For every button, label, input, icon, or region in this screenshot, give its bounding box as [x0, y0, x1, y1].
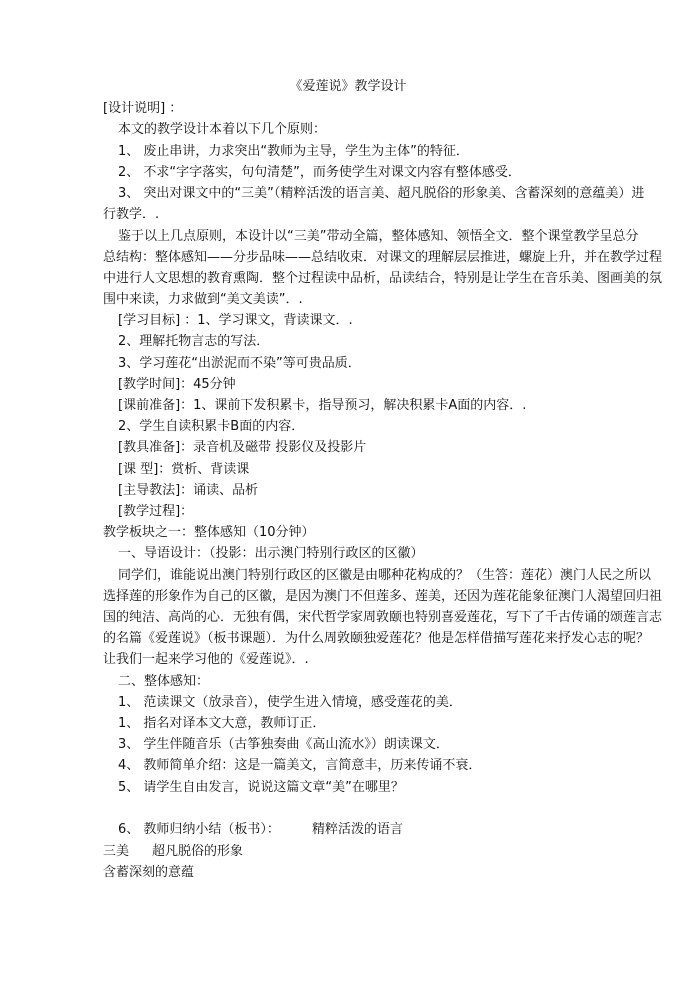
- main-method: [主导教法]：诵读、品析: [118, 483, 259, 498]
- learning-goal-3: 3、学习莲花“出淤泥而不染”等可贵品质．: [118, 356, 361, 371]
- teaching-time: [教学时间]：45分钟: [118, 377, 236, 392]
- board-image: 超凡脱俗的形象: [152, 844, 244, 859]
- step-item: 4、 教师简单介绍：这是一篇美文，言简意丰，历来传诵不衰．: [118, 758, 482, 773]
- paragraph-line: 的名篇《爱莲说》（板书课题）．为什么周敦颐独爱莲花？他是怎样借描写莲花来抒发心志的呢？: [103, 631, 650, 646]
- paragraph-line: 中进行人文思想的教育熏陶．整个过程读中品析，品读结合，特别是让学生在音乐美、图画美的氛: [103, 271, 663, 286]
- board-three-beauties: 三美: [103, 844, 130, 859]
- intro-design: 一、导语设计：（投影：出示澳门特别行政区的区徽）: [118, 546, 424, 561]
- paragraph-line: 同学们，谁能说出澳门特别行政区的区徽是由哪种花构成的？（生答：莲花）澳门人民之所以: [118, 568, 652, 583]
- teaching-process-heading: [教学过程]：: [118, 504, 194, 519]
- design-note-heading: [设计说明] ：: [103, 101, 183, 116]
- paragraph-line: 鉴于以上几点原则，本设计以“三美”带动全篇，整体感知、领悟全文．整个课堂教学呈总分: [118, 229, 639, 244]
- teaching-aids: [教具准备]：录音机及磁带 投影仪及投影片: [118, 440, 367, 455]
- principle-2: 2、 不求“字字落实，句句清楚”，而务使学生对课文内容有整体感受．: [118, 165, 521, 180]
- step-item: 1、 指名对译本文大意，教师订正．: [118, 716, 326, 731]
- step-item: 5、 请学生自由发言，说说这篇文章“美”在哪里？: [118, 780, 404, 795]
- principles-intro: 本文的教学设计本着以下几个原则：: [118, 122, 327, 137]
- pre-class-prep: [课前准备]：1、课前下发积累卡，指导预习，解决积累卡A面的内容．.: [118, 398, 527, 413]
- step-item-summary: 6、 教师归纳小结（板书）：: [118, 822, 280, 837]
- lesson-type: [课 型]：赏析、背读课: [118, 462, 250, 477]
- paragraph-line: 国的纯洁、高尚的心．无独有偶，宋代哲学家周敦颐也特别喜爱莲花，写下了千古传诵的颂莲言志: [103, 610, 663, 625]
- principle-1: 1、 废止串讲，力求突出“教师为主导，学生为主体”的特征．: [118, 144, 469, 159]
- document-title: 《爱莲说》教学设计: [289, 79, 407, 94]
- module-1-heading: 教学板块之一：整体感知（10分钟）: [103, 525, 315, 540]
- board-meaning: 含蓄深刻的意蕴: [103, 865, 195, 880]
- learning-goals: [学习目标] ：1、学习课文，背读课文．.: [118, 313, 353, 328]
- step-item: 1、 范读课文（放录音），使学生进入情境，感受莲花的美．: [118, 695, 462, 710]
- board-language: 精粹活泼的语言: [312, 822, 404, 837]
- principle-3-cont: 行教学．.: [103, 207, 160, 222]
- step-item: 3、 学生伴随音乐（古筝独奏曲《高山流水》）朗读课文．: [118, 737, 449, 752]
- paragraph-line: 总结构：整体感知——分步品味——总结收束．对课文的理解层层推进，螺旋上升，并在教学过程: [103, 250, 663, 265]
- learning-goal-2: 2、理解托物言志的写法．: [118, 334, 270, 349]
- overall-perception-heading: 二、整体感知：: [118, 674, 210, 689]
- principle-3: 3、 突出对课文中的“三美”（精粹活泼的语言美、超凡脱俗的形象美、含蓄深刻的意蕴美）进: [118, 186, 645, 201]
- pre-class-prep-2: 2、学生自读积累卡B面的内容．: [118, 419, 305, 434]
- paragraph-line: 围中来读，力求做到“美文美读”．.: [103, 292, 303, 307]
- paragraph-line: 选择莲的形象作为自己的区徽，是因为澳门不但莲多、莲美，还因为莲花能象征澳门人渴望回归祖: [103, 589, 663, 604]
- paragraph-line: 让我们一起来学习他的《爱莲说》．.: [103, 652, 309, 667]
